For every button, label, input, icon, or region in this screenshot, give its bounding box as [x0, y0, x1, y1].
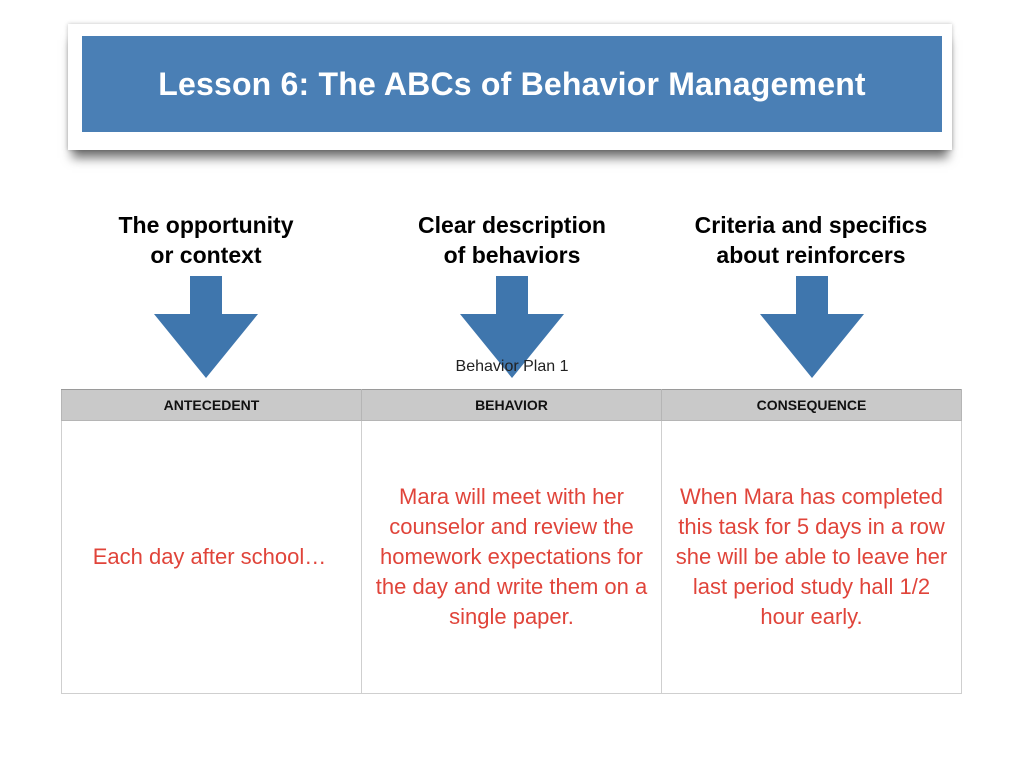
- cell-consequence: When Mara has completed this task for 5 days in a row she will be able to leave her last period study hall 1/2 hour early.: [662, 421, 962, 694]
- cell-behavior: Mara will meet with her counselor and review the homework expectations for the day and write them on a single paper.: [362, 421, 662, 694]
- header-behavior: BEHAVIOR: [362, 390, 662, 421]
- slide-title: Lesson 6: The ABCs of Behavior Management: [158, 65, 866, 102]
- title-frame: [68, 24, 952, 150]
- table-header-row: [62, 390, 962, 421]
- heading-behavior: Clear description of behaviors: [418, 212, 606, 268]
- header-antecedent: ANTECEDENT: [62, 390, 362, 421]
- header-consequence: CONSEQUENCE: [662, 390, 962, 421]
- arrow-down-icon: [760, 276, 864, 378]
- plan-label: Behavior Plan 1: [455, 358, 569, 375]
- arrow-down-icon: [154, 276, 258, 378]
- abc-table: [61, 389, 962, 694]
- table-row: [62, 421, 962, 694]
- heading-consequence: Criteria and specifics about reinforcers: [694, 212, 928, 268]
- heading-antecedent: The opportunity or context: [118, 212, 294, 268]
- title-banner: [82, 36, 942, 132]
- cell-antecedent: Each day after school…: [62, 421, 362, 694]
